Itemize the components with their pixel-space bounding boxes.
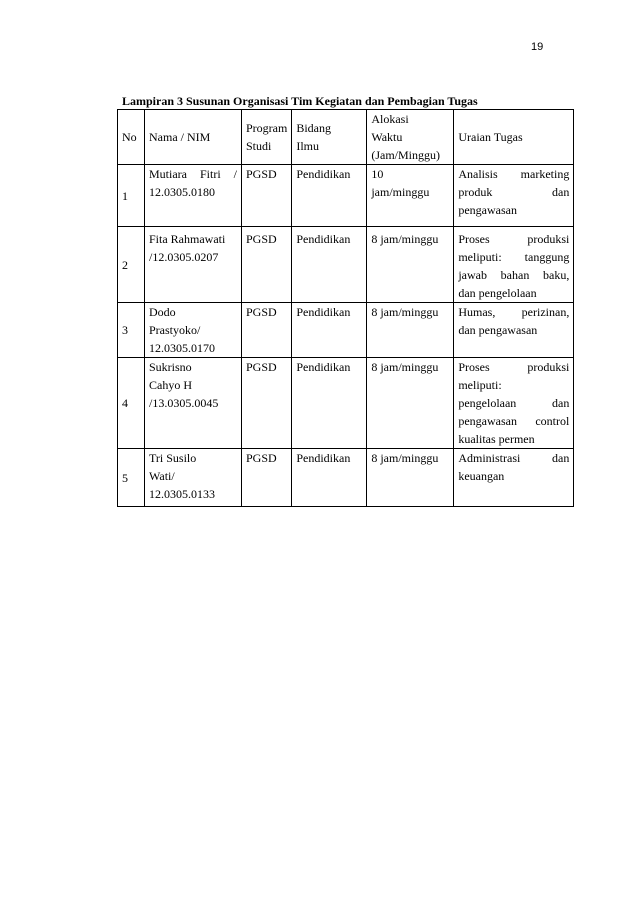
row-program: PGSD [242, 358, 292, 449]
row-bidang: Pendidikan [292, 165, 367, 227]
row-bidang: Pendidikan [292, 358, 367, 449]
row-nama-nim: Dodo Prastyoko/ 12.0305.0170 [145, 303, 242, 358]
nama-line: Mutiara Fitri / 12.0305.0180 [149, 167, 237, 199]
row-uraian [454, 449, 574, 507]
header-no: No [118, 110, 145, 165]
uraian-line: meliputi: tanggung [458, 250, 570, 264]
uraian-line: pengawasan control [458, 414, 570, 428]
uraian-line: Analisis marketing [458, 167, 570, 181]
row-bidang: Pendidikan [292, 303, 367, 358]
table-row [118, 358, 574, 449]
uraian-line: pengawasan [458, 203, 517, 217]
uraian-line: produk dan [458, 185, 570, 199]
row-nama-nim: Fita Rahmawati /12.0305.0207 [145, 227, 242, 303]
header-nama-nim: Nama / NIM [145, 110, 242, 165]
uraian-line: Proses produksi [458, 232, 570, 246]
header-program-studi: Program Studi [242, 110, 292, 165]
uraian-line: keuangan [458, 469, 505, 483]
row-nama-nim: Sukrisno Cahyo H /13.0305.0045 [145, 358, 242, 449]
row-uraian [454, 303, 574, 358]
table-header-row [118, 110, 574, 165]
row-alokasi: 8 jam/minggu [367, 227, 454, 303]
uraian-line: dan pengawasan [458, 323, 538, 337]
row-program: PGSD [242, 165, 292, 227]
header-alokasi-waktu: Alokasi Waktu (Jam/Minggu) [367, 110, 454, 165]
row-no: 5 [118, 449, 145, 507]
row-uraian [454, 227, 574, 303]
row-alokasi: 8 jam/minggu [367, 358, 454, 449]
table-row [118, 165, 574, 227]
row-uraian [454, 358, 574, 449]
uraian-line: jawab bahan baku, [458, 268, 570, 282]
row-program: PGSD [242, 303, 292, 358]
row-program: PGSD [242, 227, 292, 303]
row-no: 2 [118, 227, 145, 303]
row-alokasi: 8 jam/minggu [367, 449, 454, 507]
row-program: PGSD [242, 449, 292, 507]
row-uraian [454, 165, 574, 227]
uraian-line: Proses produksi [458, 360, 570, 374]
row-alokasi: 10 jam/minggu [367, 165, 454, 227]
uraian-line: kualitas permen [458, 432, 535, 446]
page-number: 19 [531, 41, 544, 53]
uraian-line: Administrasi dan [458, 451, 570, 465]
row-no: 4 [118, 358, 145, 449]
row-bidang: Pendidikan [292, 227, 367, 303]
row-nama-nim [145, 165, 242, 227]
row-no: 3 [118, 303, 145, 358]
row-bidang: Pendidikan [292, 449, 367, 507]
uraian-line: meliputi: [458, 378, 502, 392]
uraian-line: pengelolaan dan [458, 396, 570, 410]
row-no: 1 [118, 165, 145, 227]
row-nama-nim: Tri Susilo Wati/ 12.0305.0133 [145, 449, 242, 507]
table-row [118, 303, 574, 358]
header-uraian-tugas: Uraian Tugas [454, 110, 574, 165]
task-allocation-table [117, 109, 574, 507]
row-alokasi: 8 jam/minggu [367, 303, 454, 358]
table-row [118, 449, 574, 507]
header-bidang-ilmu: Bidang Ilmu [292, 110, 367, 165]
uraian-line: Humas, perizinan, [458, 305, 570, 319]
table-row [118, 227, 574, 303]
uraian-line: dan pengelolaan [458, 286, 537, 300]
appendix-title: Lampiran 3 Susunan Organisasi Tim Kegiatan dan Pembagian Tugas [122, 94, 478, 108]
